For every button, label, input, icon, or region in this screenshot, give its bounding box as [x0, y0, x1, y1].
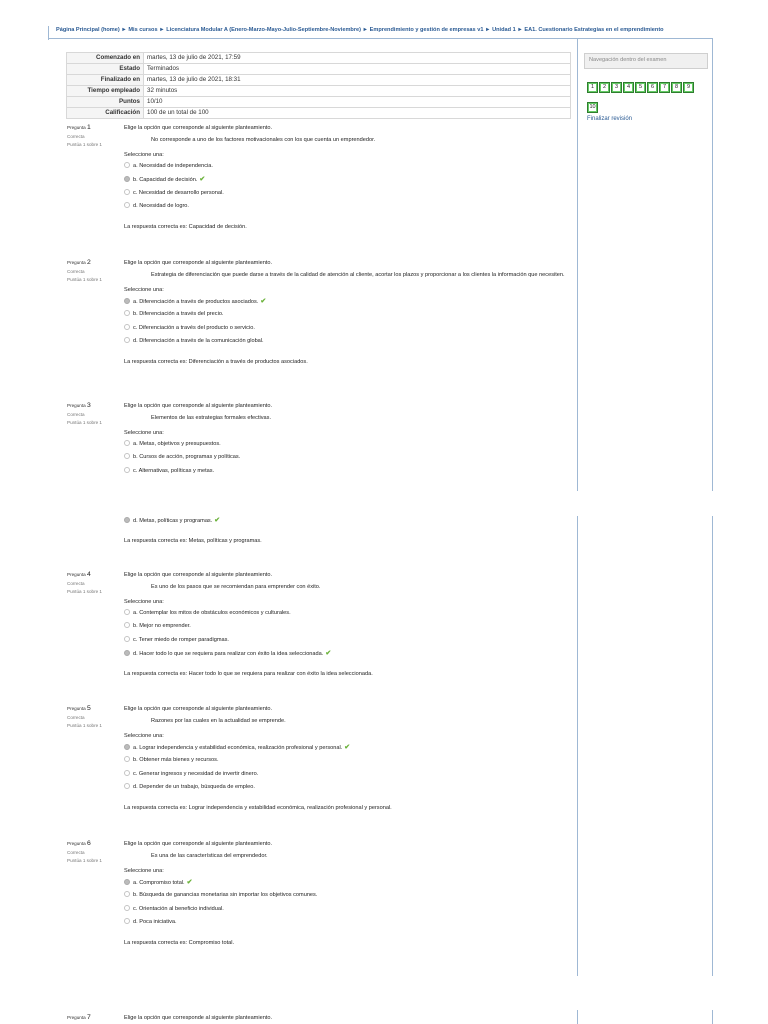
question-number-value: 7: [86, 1014, 91, 1021]
select-one-prompt: Seleccione una:: [124, 599, 164, 605]
checkmark-icon: ✔: [325, 649, 332, 657]
radio-button[interactable]: [124, 298, 130, 304]
question-statement: Estrategia de diferenciación que puede darse a través de la calidad de atención al cliente, acortar los plazos y proporcionar a los clientes la información que necesiten.: [151, 272, 565, 278]
answer-option[interactable]: [124, 754, 569, 767]
radio-button[interactable]: [124, 905, 130, 911]
select-one-prompt: Seleccione una:: [124, 152, 164, 158]
question-word: Pregunta: [67, 572, 86, 577]
summary-label: Comenzado en: [67, 53, 144, 64]
answer-option[interactable]: [124, 160, 569, 173]
option-label: d. Poca iniciativa.: [133, 918, 177, 925]
question-statement: Razones por las cuales en la actualidad se emprende.: [151, 718, 286, 724]
question-number: [67, 124, 123, 133]
answer-option[interactable]: [124, 647, 569, 660]
question-instruction: Elige la opción que corresponde al siguiente planteamiento.: [124, 260, 273, 266]
summary-value: Terminados: [144, 64, 571, 75]
radio-button[interactable]: [124, 744, 130, 750]
option-label: d. Depender de un trabajo, búsqueda de empleo.: [133, 783, 255, 790]
question-points: Puntúa 1 sobre 1: [67, 420, 102, 425]
answer-option[interactable]: [124, 308, 569, 321]
question-number: [67, 402, 123, 411]
question-number: [67, 571, 123, 580]
question-instruction: Elige la opción que corresponde al siguiente planteamiento.: [124, 403, 273, 409]
radio-button[interactable]: [124, 756, 130, 762]
correct-answer-text: La respuesta correcta es: Metas, políticas y programas.: [124, 538, 262, 545]
question-points: Puntúa 1 sobre 1: [67, 589, 102, 594]
question-instruction: Elige la opción que corresponde al siguiente planteamiento.: [124, 1015, 273, 1021]
breadcrumb[interactable]: Página Principal (home) ► Mis cursos ► Licenciatura Modular A (Enero-Marzo-Mayo-Julio-Septiembre-Noviembre) ► Emprendimiento y gestión de empresas v1 ► Unidad 1 ► EA1. Cuestionario Estrategias en el emprendimiento: [56, 27, 664, 33]
radio-button[interactable]: [124, 310, 130, 316]
sidebar-divider-3: [577, 1010, 578, 1024]
radio-button[interactable]: [124, 918, 130, 924]
page-right-border: [712, 38, 713, 491]
question-number-value: 4: [86, 571, 91, 578]
answer-option[interactable]: [124, 889, 569, 902]
question-content: [124, 259, 569, 367]
answer-option[interactable]: [124, 187, 569, 200]
answer-option[interactable]: [124, 465, 569, 478]
question-info: [67, 1014, 123, 1023]
answer-option[interactable]: [124, 916, 569, 929]
radio-button[interactable]: [124, 440, 130, 446]
answer-option[interactable]: [124, 335, 569, 348]
quiz-nav-button-2[interactable]: 2: [599, 82, 610, 93]
answer-option[interactable]: [124, 620, 569, 633]
answer-option[interactable]: [124, 781, 569, 794]
question-word: Pregunta: [67, 125, 86, 130]
summary-row: [67, 86, 571, 97]
correct-answer-text: La respuesta correcta es: Diferenciación a través de productos asociados.: [124, 359, 308, 366]
question-content: [124, 571, 569, 679]
option-label: a. Contemplar los mitos de obstáculos económicos y culturales.: [133, 610, 291, 616]
quiz-navigation-buttons: [587, 75, 705, 115]
summary-row: [67, 108, 571, 119]
option-label: d. Diferenciación a través de la comunicación global.: [133, 337, 264, 344]
question-word: Pregunta: [67, 841, 86, 846]
answer-option[interactable]: [124, 200, 569, 213]
question-info: [67, 705, 123, 731]
question-status: Correcta: [67, 133, 85, 139]
question-number: [67, 1014, 123, 1023]
radio-button[interactable]: [124, 337, 130, 343]
option-label: d. Necesidad de logro.: [133, 202, 189, 209]
question-instruction: Elige la opción que corresponde al siguiente planteamiento.: [124, 706, 273, 712]
radio-button[interactable]: [124, 891, 130, 897]
select-one-prompt: Seleccione una:: [124, 868, 164, 874]
question-number: [67, 840, 123, 849]
quiz-nav-button-4[interactable]: 4: [623, 82, 634, 93]
question-points: Puntúa 1 sobre 1: [67, 277, 102, 282]
answer-option[interactable]: [124, 514, 569, 527]
question-number-value: 6: [86, 840, 91, 847]
option-label: a. Necesidad de independencia.: [133, 163, 213, 169]
question-statement: No corresponde a uno de los factores motivacionales con los que cuenta un emprendedor.: [151, 137, 376, 143]
quiz-nav-button-5[interactable]: 5: [635, 82, 646, 93]
checkmark-icon: ✔: [214, 517, 221, 524]
question-info: [67, 259, 123, 285]
quiz-nav-button-1[interactable]: 1: [587, 82, 598, 93]
summary-value: martes, 13 de julio de 2021, 17:59: [144, 53, 571, 64]
question-points: Puntúa 1 sobre 1: [67, 858, 102, 863]
quiz-nav-button-8[interactable]: 8: [671, 82, 682, 93]
radio-button[interactable]: [124, 517, 130, 523]
radio-button[interactable]: [124, 650, 130, 656]
radio-button[interactable]: [124, 609, 130, 615]
option-label: a. Lograr independencia y estabilidad económica, realización profesional y personal.: [133, 745, 343, 751]
quiz-nav-button-3[interactable]: 3: [611, 82, 622, 93]
question-number-value: 1: [86, 124, 91, 131]
option-label: b. Obtener más bienes y recursos.: [133, 757, 219, 764]
answer-option[interactable]: [124, 768, 569, 781]
page-left-border: [48, 26, 49, 40]
question-number: [67, 705, 123, 714]
correct-answer-text: La respuesta correcta es: Compromiso total.: [124, 940, 235, 947]
summary-label: Tiempo empleado: [67, 86, 144, 97]
answer-option[interactable]: [124, 322, 569, 335]
finish-review-link[interactable]: Finalizar revisión: [587, 116, 633, 122]
option-label: b. Mejor no emprender.: [133, 623, 191, 630]
summary-row: [67, 97, 571, 108]
radio-button[interactable]: [124, 189, 130, 195]
quiz-nav-button-7[interactable]: 7: [659, 82, 670, 93]
answer-option[interactable]: [124, 451, 569, 464]
radio-button[interactable]: [124, 324, 130, 330]
radio-button[interactable]: [124, 622, 130, 628]
question-info: [67, 571, 123, 597]
option-label: c. Generar ingresos y necesidad de invertir dinero.: [133, 770, 259, 777]
question-number: [67, 259, 123, 268]
attempt-summary-table: [66, 52, 571, 119]
option-label: a. Compromiso total.: [133, 880, 185, 886]
checkmark-icon: ✔: [186, 879, 193, 886]
question-info: [67, 124, 123, 150]
summary-row: [67, 53, 571, 64]
page-top-border: [48, 38, 712, 39]
page-right-border-2: [712, 516, 713, 976]
radio-button[interactable]: [124, 176, 130, 182]
question-content: [124, 514, 569, 546]
question-word: Pregunta: [67, 260, 86, 265]
answer-option[interactable]: [124, 741, 569, 754]
question-status: Correcta: [67, 849, 85, 855]
radio-button[interactable]: [124, 202, 130, 208]
option-label: b. Capacidad de decisión.: [133, 177, 198, 184]
question-content: [124, 705, 569, 813]
question-status: Correcta: [67, 580, 85, 586]
summary-label: Calificación: [67, 108, 144, 119]
radio-button[interactable]: [124, 162, 130, 168]
summary-label: Finalizado en: [67, 75, 144, 86]
summary-label: Estado: [67, 64, 144, 75]
question-statement: Es una de las características del emprendedor.: [151, 853, 268, 859]
answer-option[interactable]: [124, 634, 569, 647]
sidebar-divider: [577, 38, 578, 491]
question-info: [67, 402, 123, 428]
select-one-prompt: Seleccione una:: [124, 287, 164, 293]
question-number-value: 5: [86, 705, 91, 712]
correct-answer-text: La respuesta correcta es: Hacer todo lo que se requiera para realizar con éxito la idea seleccionada.: [124, 671, 373, 678]
question-content: [124, 124, 569, 232]
answer-option[interactable]: [124, 438, 569, 451]
quiz-nav-button-9[interactable]: 9: [683, 82, 694, 93]
radio-button[interactable]: [124, 636, 130, 642]
question-word: Pregunta: [67, 1015, 86, 1020]
question-word: Pregunta: [67, 706, 86, 711]
option-label: c. Alternativas, políticas y metas.: [133, 467, 215, 474]
question-content: [124, 840, 569, 948]
summary-row: [67, 64, 571, 75]
question-statement: Elementos de las estrategias formales efectivas.: [151, 415, 272, 421]
answer-option[interactable]: [124, 295, 569, 308]
question-status: Correcta: [67, 268, 85, 274]
checkmark-icon: ✔: [260, 298, 267, 305]
question-statement: Es uno de los pasos que se recomiendan para emprender con éxito.: [151, 584, 321, 590]
option-label: b. Cursos de acción, programas y políticas.: [133, 454, 241, 461]
correct-answer-text: La respuesta correcta es: Capacidad de decisión.: [124, 224, 247, 231]
question-status: Correcta: [67, 714, 85, 720]
select-one-prompt: Seleccione una:: [124, 733, 164, 739]
question-instruction: Elige la opción que corresponde al siguiente planteamiento.: [124, 125, 273, 131]
summary-value: 32 minutos: [144, 86, 571, 97]
summary-row: [67, 75, 571, 86]
summary-label: Puntos: [67, 97, 144, 108]
quiz-nav-button-6[interactable]: 6: [647, 82, 658, 93]
page-right-border-3: [712, 1010, 713, 1024]
option-label: c. Diferenciación a través del producto o servicio.: [133, 324, 255, 331]
select-one-prompt: Seleccione una:: [124, 430, 164, 436]
question-number-value: 2: [86, 259, 91, 266]
option-label: c. Tener miedo de romper paradigmas.: [133, 636, 229, 643]
option-label: d. Metas, políticas y programas.: [133, 518, 213, 524]
question-status: Correcta: [67, 411, 85, 417]
option-label: b. Búsqueda de ganancias monetarias sin importar los objetivos comunes.: [133, 892, 318, 899]
question-number-value: 3: [86, 402, 91, 409]
radio-button[interactable]: [124, 783, 130, 789]
question-points: Puntúa 1 sobre 1: [67, 723, 102, 728]
quiz-nav-button-10[interactable]: 10: [587, 102, 598, 113]
quiz-navigation-title: Navegación dentro del examen: [584, 53, 708, 69]
answer-option[interactable]: [124, 876, 569, 889]
quiz-navigation-block: [584, 53, 708, 125]
question-word: Pregunta: [67, 403, 86, 408]
question-instruction: Elige la opción que corresponde al siguiente planteamiento.: [124, 841, 273, 847]
option-label: c. Orientación al beneficio individual.: [133, 905, 224, 912]
answer-option[interactable]: [124, 173, 569, 186]
option-label: a. Metas, objetivos y presupuestos.: [133, 441, 221, 447]
option-label: b. Diferenciación a través del precio.: [133, 311, 224, 318]
summary-value: 100 de un total de 100: [144, 108, 571, 119]
answer-option[interactable]: [124, 607, 569, 620]
sidebar-divider-2: [577, 516, 578, 976]
radio-button[interactable]: [124, 467, 130, 473]
option-label: a. Diferenciación a través de productos asociados.: [133, 299, 259, 305]
question-points: Puntúa 1 sobre 1: [67, 142, 102, 147]
radio-button[interactable]: [124, 879, 130, 885]
question-content: [124, 402, 569, 478]
option-label: d. Hacer todo lo que se requiera para realizar con éxito la idea seleccionada.: [133, 650, 324, 657]
summary-value: 10/10: [144, 97, 571, 108]
question-info: [67, 840, 123, 866]
question-content: [124, 1014, 569, 1023]
radio-button[interactable]: [124, 453, 130, 459]
checkmark-icon: ✔: [199, 176, 206, 184]
summary-value: martes, 13 de julio de 2021, 18:31: [144, 75, 571, 86]
correct-answer-text: La respuesta correcta es: Lograr independencia y estabilidad económica, realización profesional y personal.: [124, 805, 392, 812]
answer-option[interactable]: [124, 903, 569, 916]
option-label: c. Necesidad de desarrollo personal.: [133, 189, 224, 196]
question-instruction: Elige la opción que corresponde al siguiente planteamiento.: [124, 572, 273, 578]
checkmark-icon: ✔: [344, 744, 351, 751]
radio-button[interactable]: [124, 770, 130, 776]
